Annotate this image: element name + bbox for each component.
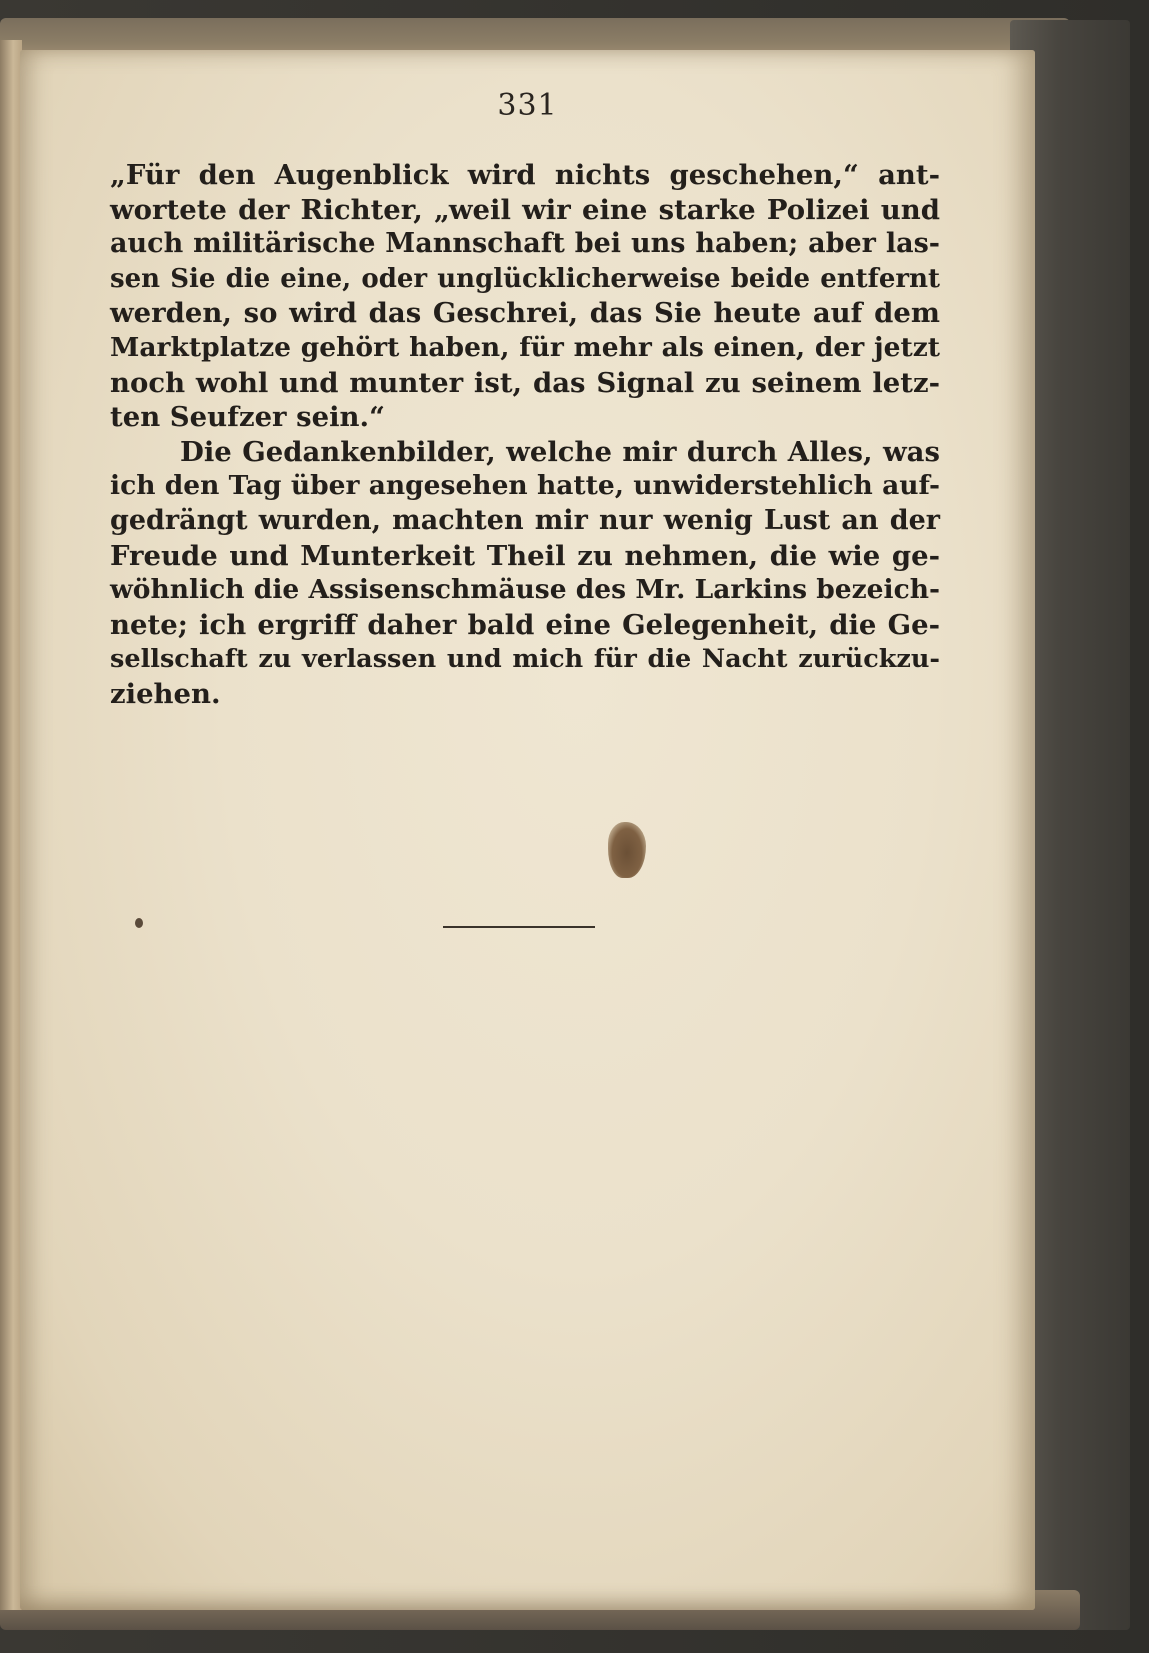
text-line: nete; ich ergriff daher bald eine Gelegenheit, die Ge- xyxy=(110,608,940,641)
text-line: ten Seufzer sein.“ xyxy=(110,401,385,434)
text-line: Die Gedankenbilder, welche mir durch Alles, was xyxy=(180,435,940,468)
previous-page-edge xyxy=(0,40,22,1610)
text-line: auch militärische Mannschaft bei uns haben; aber las- xyxy=(110,228,940,260)
paper-speck xyxy=(135,918,143,928)
end-rule-divider xyxy=(443,926,595,928)
text-line: ich den Tag über angesehen hatte, unwiderstehlich auf- xyxy=(110,470,940,502)
text-line: Freude und Munterkeit Theil zu nehmen, die wie ge- xyxy=(110,539,940,572)
text-line: gedrängt wurden, machten mir nur wenig Lust an der xyxy=(110,504,940,536)
body-text xyxy=(110,158,940,712)
text-line: wortete der Richter, „weil wir eine starke Polizei und xyxy=(110,193,940,226)
text-line: wöhnlich die Assisenschmäuse des Mr. Larkins bezeich- xyxy=(110,574,941,606)
text-line: „Für den Augenblick wird nichts geschehen,“ ant- xyxy=(110,159,940,191)
text-line: sellschaft zu verlassen und mich für die Nacht zurückzu- xyxy=(110,644,940,675)
text-line: noch wohl und munter ist, das Signal zu seinem letz- xyxy=(110,366,940,399)
text-line: sen Sie die eine, oder unglücklicherweise beide entfernt xyxy=(110,263,940,294)
book-page xyxy=(20,50,1035,1610)
page-number: 331 xyxy=(497,88,558,123)
text-line: ziehen. xyxy=(110,677,221,710)
text-line: werden, so wird das Geschrei, das Sie heute auf dem xyxy=(110,297,940,330)
ink-stain xyxy=(608,822,646,878)
text-line: Marktplatze gehört haben, für mehr als einen, der jetzt xyxy=(110,331,940,363)
